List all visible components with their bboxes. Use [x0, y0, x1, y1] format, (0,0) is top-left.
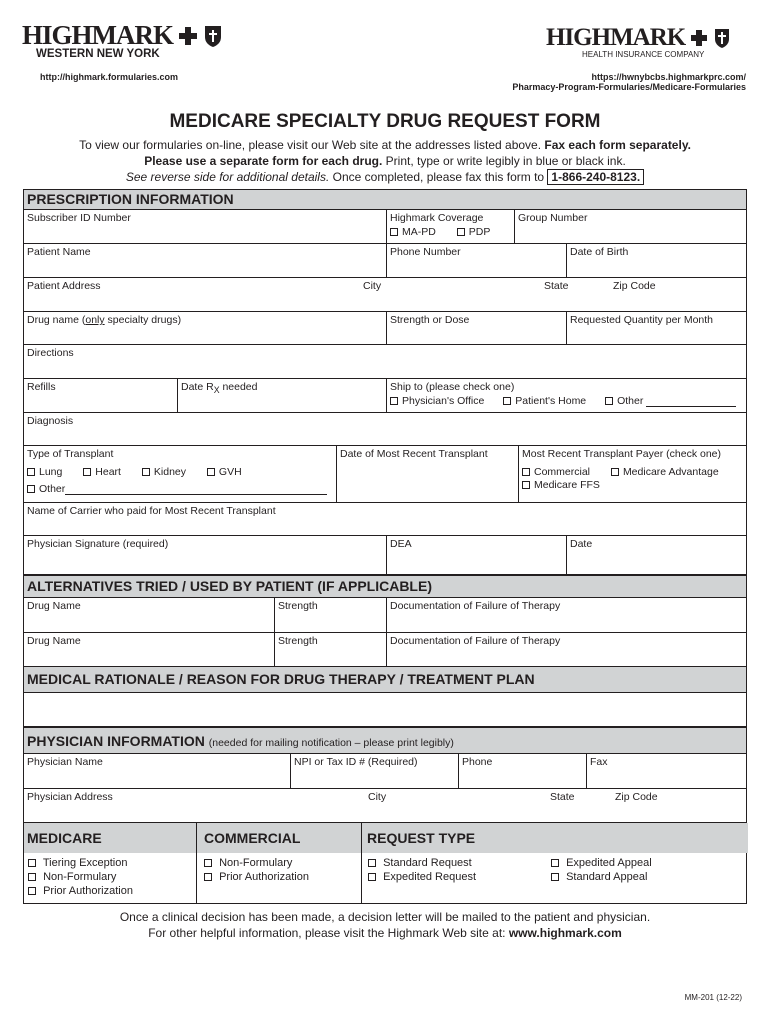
fax-number: 1-866-240-8123.	[547, 169, 644, 185]
request-type-options-b	[551, 856, 652, 884]
lung-checkbox[interactable]	[27, 468, 35, 476]
blue-cross-icon	[689, 28, 709, 48]
commercial-payer-checkbox[interactable]	[522, 468, 530, 476]
logo-wordmark: HIGHMARK	[22, 20, 173, 50]
rationale-heading: MEDICAL RATIONALE / REASON FOR DRUG THERAPY / TREATMENT PLAN	[23, 666, 747, 693]
physician-heading	[23, 727, 747, 754]
tiering-exception-checkbox[interactable]	[28, 859, 36, 867]
alt-strength-label: Strength	[278, 600, 318, 612]
intro-line3: Once completed, please fax this form to	[332, 170, 545, 184]
strength-field[interactable]	[386, 312, 566, 344]
left-url[interactable]: http://highmark.formularies.com	[40, 72, 179, 82]
strength-label: Strength or Dose	[390, 314, 470, 326]
physician-fax-field[interactable]	[586, 754, 748, 788]
highmark-hic-logo	[546, 24, 731, 59]
intro-line1-bold: Fax each form separately.	[544, 138, 691, 152]
medicare-ffs-label: Medicare FFS	[534, 479, 600, 491]
ship-other-line[interactable]	[646, 406, 736, 407]
mapd-checkbox[interactable]	[390, 228, 398, 236]
other-transplant-line[interactable]	[65, 494, 327, 495]
quantity-field[interactable]	[566, 312, 748, 344]
ship-patient-checkbox[interactable]	[503, 397, 511, 405]
right-url[interactable]	[512, 72, 746, 92]
ship-to-label: Ship to (please check one)	[390, 381, 515, 393]
diagnosis-field[interactable]	[24, 413, 748, 445]
group-number-field[interactable]	[514, 210, 748, 243]
payer-label: Most Recent Transplant Payer (check one)	[522, 448, 722, 460]
date-rx-label: Date R	[181, 381, 214, 393]
right-url-line2: Pharmacy-Program-Formularies/Medicare-Formularies	[512, 82, 746, 92]
blue-shield-icon	[203, 24, 223, 48]
npi-label: NPI or Tax ID # (Required)	[294, 756, 418, 768]
date-needed-field[interactable]	[177, 379, 386, 412]
date-rx-sub: X	[213, 385, 220, 396]
kidney-checkbox[interactable]	[142, 468, 150, 476]
subscriber-id-label: Subscriber ID Number	[27, 212, 131, 224]
medicare-prior-auth-label: Prior Authorization	[43, 885, 133, 897]
commercial-non-formulary-label: Non-Formulary	[219, 857, 293, 869]
alternatives-grid	[23, 598, 747, 667]
physician-name-field[interactable]	[24, 754, 290, 788]
coverage-field	[386, 210, 514, 243]
drug-name-field[interactable]	[24, 312, 386, 344]
other-transplant-label: Other	[39, 483, 66, 495]
coverage-label: Highmark Coverage	[390, 212, 484, 224]
refills-field[interactable]	[24, 379, 177, 412]
physician-zip-label: Zip Code	[615, 791, 658, 803]
physician-phone-label: Phone	[462, 756, 493, 768]
refills-label: Refills	[27, 381, 56, 393]
dea-field[interactable]	[386, 536, 566, 574]
signature-field[interactable]	[24, 536, 386, 574]
logo-wordmark: HIGHMARK	[546, 24, 686, 51]
heart-checkbox[interactable]	[83, 468, 91, 476]
ship-physician-label: Physician's Office	[402, 395, 485, 407]
physician-heading-text: PHYSICIAN INFORMATION	[27, 733, 205, 749]
physician-city-label: City	[368, 791, 387, 803]
directions-field[interactable]	[24, 345, 748, 378]
alt-documentation-field-2[interactable]	[386, 633, 748, 666]
intro-line2: Print, type or write legibly in blue or black ink.	[385, 154, 626, 168]
zip-label: Zip Code	[613, 280, 656, 292]
alternatives-heading: ALTERNATIVES TRIED / USED BY PATIENT (IF APPLICABLE)	[23, 575, 747, 598]
medicare-prior-auth-checkbox[interactable]	[28, 887, 36, 895]
address-label: Patient Address	[27, 280, 101, 292]
tiering-exception-label: Tiering Exception	[42, 857, 128, 869]
date-rx-label-end: needed	[219, 381, 258, 393]
drug-name-label-end: specialty drugs)	[104, 314, 182, 326]
medicare-non-formulary-checkbox[interactable]	[28, 873, 36, 881]
right-url-line1: https://hwnybcbs.highmarkprc.com/	[591, 72, 746, 82]
state-label: State	[544, 280, 569, 292]
pdp-label: PDP	[468, 226, 491, 238]
commercial-prior-auth-label: Prior Authorization	[219, 871, 309, 883]
drug-name-label: Drug name (	[27, 314, 86, 326]
logo-region: WESTERN NEW YORK	[36, 48, 160, 60]
date-label: Date	[570, 538, 593, 550]
ship-physician-checkbox[interactable]	[390, 397, 398, 405]
logo-subtitle: HEALTH INSURANCE COMPANY	[582, 50, 705, 59]
request-type-heading: REQUEST TYPE	[367, 830, 476, 846]
ship-other-label: Other	[617, 395, 644, 407]
medicare-heading: MEDICARE	[27, 830, 102, 846]
alt-documentation-label: Documentation of Failure of Therapy	[390, 600, 561, 612]
footer-line2: For other helpful information, please visit the Highmark Web site at:	[148, 926, 506, 940]
standard-appeal-label: Standard Appeal	[566, 871, 648, 883]
medicare-options	[28, 856, 133, 898]
carrier-label: Name of Carrier who paid for Most Recent Transplant	[27, 505, 276, 517]
ship-other-checkbox[interactable]	[605, 397, 613, 405]
request-divider-2	[361, 823, 362, 903]
ship-patient-label: Patient's Home	[515, 395, 587, 407]
expedited-request-label: Expedited Request	[383, 871, 477, 883]
kidney-label: Kidney	[153, 466, 186, 478]
prescription-heading: PRESCRIPTION INFORMATION	[23, 189, 747, 210]
quantity-label: Requested Quantity per Month	[570, 314, 714, 326]
prescription-grid	[23, 210, 747, 575]
directions-label: Directions	[27, 347, 74, 359]
carrier-field[interactable]	[24, 503, 748, 535]
expedited-request-checkbox[interactable]	[368, 873, 376, 881]
alt-drug-name-label: Drug Name	[27, 600, 81, 612]
heart-label: Heart	[95, 466, 121, 478]
lung-label: Lung	[39, 466, 63, 478]
alt-strength-label: Strength	[278, 635, 318, 647]
patient-name-field[interactable]	[24, 244, 386, 277]
physician-address-label: Physician Address	[27, 791, 113, 803]
alt-strength-field-1[interactable]	[274, 598, 386, 632]
expedited-appeal-checkbox[interactable]	[551, 859, 559, 867]
footer-line1: Once a clinical decision has been made, a decision letter will be mailed to the patient and physician.	[119, 910, 651, 924]
drug-name-only: only	[85, 314, 105, 326]
highmark-wny-logo	[22, 20, 223, 60]
alt-documentation-field-1[interactable]	[386, 598, 748, 632]
physician-note: (needed for mailing notification – please print legibly)	[208, 737, 454, 749]
alt-documentation-label: Documentation of Failure of Therapy	[390, 635, 561, 647]
intro-text	[0, 137, 770, 185]
physician-fax-label: Fax	[590, 756, 608, 768]
blue-cross-icon	[177, 25, 199, 47]
blue-shield-icon	[713, 27, 731, 49]
gvh-label: GVH	[218, 466, 242, 478]
date-field[interactable]	[566, 536, 748, 574]
rationale-field[interactable]	[23, 693, 747, 727]
commercial-options	[204, 856, 309, 884]
highmark-link[interactable]: www.highmark.com	[508, 926, 622, 940]
request-section	[23, 822, 747, 904]
patient-name-label: Patient Name	[27, 246, 91, 258]
commercial-prior-auth-checkbox[interactable]	[204, 873, 212, 881]
recent-transplant-label: Date of Most Recent Transplant	[340, 448, 488, 460]
other-transplant-checkbox[interactable]	[27, 485, 35, 493]
physician-grid	[23, 754, 747, 823]
alt-drug-name-field-1[interactable]	[24, 598, 274, 632]
form-title: MEDICARE SPECIALTY DRUG REQUEST FORM	[169, 111, 601, 132]
expedited-appeal-label: Expedited Appeal	[566, 857, 652, 869]
intro-line1: To view our formularies on-line, please visit our Web site at the addresses listed above.	[79, 138, 542, 152]
form-id: MM-201 (12-22)	[684, 993, 742, 1002]
diagnosis-label: Diagnosis	[27, 415, 74, 427]
standard-request-label: Standard Request	[383, 857, 472, 869]
alt-drug-name-field-2[interactable]	[24, 633, 274, 666]
pdp-checkbox[interactable]	[457, 228, 465, 236]
medicare-adv-label: Medicare Advantage	[622, 466, 719, 478]
physician-state-label: State	[550, 791, 575, 803]
medicare-adv-checkbox[interactable]	[611, 468, 619, 476]
commercial-heading: COMMERCIAL	[204, 830, 301, 846]
request-type-options-a	[368, 856, 476, 884]
physician-address-row[interactable]	[24, 788, 746, 822]
standard-request-checkbox[interactable]	[368, 859, 376, 867]
ship-to-field	[386, 379, 748, 412]
signature-label: Physician Signature (required)	[27, 538, 169, 550]
medicare-ffs-checkbox[interactable]	[522, 481, 530, 489]
dob-field[interactable]	[566, 244, 748, 277]
group-number-label: Group Number	[518, 212, 588, 224]
alt-drug-name-label: Drug Name	[27, 635, 81, 647]
medicare-non-formulary-label: Non-Formulary	[43, 871, 117, 883]
payer-field	[518, 446, 748, 502]
phone-field[interactable]	[386, 244, 566, 277]
commercial-non-formulary-checkbox[interactable]	[204, 859, 212, 867]
physician-phone-field[interactable]	[458, 754, 586, 788]
commercial-payer-label: Commercial	[534, 466, 591, 478]
npi-field[interactable]	[290, 754, 458, 788]
city-label: City	[363, 280, 382, 292]
request-divider-1	[196, 823, 197, 903]
recent-transplant-field[interactable]	[336, 446, 518, 502]
footer-text	[0, 909, 770, 941]
mapd-label: MA-PD	[402, 226, 436, 238]
dob-label: Date of Birth	[570, 246, 629, 258]
dea-label: DEA	[390, 538, 412, 550]
patient-address-row[interactable]	[24, 277, 746, 311]
intro-line2-bold: Please use a separate form for each drug.	[144, 154, 383, 168]
intro-line3-italic: See reverse side for additional details.	[125, 170, 330, 184]
subscriber-id-field[interactable]	[24, 210, 386, 243]
gvh-checkbox[interactable]	[207, 468, 215, 476]
transplant-type-label: Type of Transplant	[27, 448, 114, 460]
standard-appeal-checkbox[interactable]	[551, 873, 559, 881]
alt-strength-field-2[interactable]	[274, 633, 386, 666]
phone-label: Phone Number	[390, 246, 461, 258]
transplant-type-field	[24, 446, 334, 502]
physician-name-label: Physician Name	[27, 756, 103, 768]
